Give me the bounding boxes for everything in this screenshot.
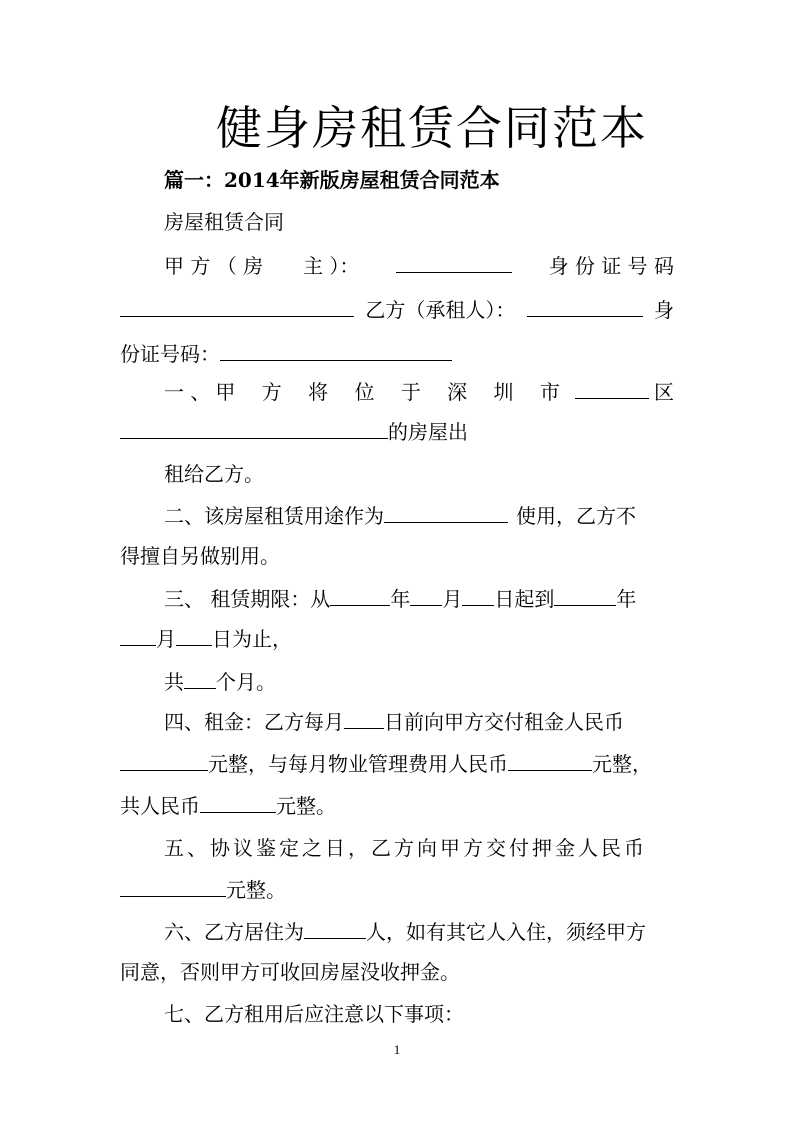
party-a-line bbox=[164, 252, 674, 280]
clause3-year1-blank bbox=[330, 585, 390, 606]
clause3-text: 三、 租赁期限：从 bbox=[164, 587, 331, 611]
clause6-line1 bbox=[164, 918, 674, 946]
clause3-day1: 日起到 bbox=[494, 587, 555, 611]
clause6-text2: 人，如有其它人入住，须经甲方 bbox=[366, 920, 646, 944]
clause4-line2 bbox=[120, 750, 674, 778]
contract-subtitle: 房屋租赁合同 bbox=[164, 210, 284, 234]
clause4-fee-blank bbox=[508, 750, 592, 771]
clause3-month1: 月 bbox=[442, 587, 463, 611]
party-b-blank bbox=[527, 296, 643, 317]
clause3-months-blank bbox=[184, 668, 216, 689]
clause3-month2: 月 bbox=[156, 627, 176, 651]
section-heading: 篇一：2014年新版房屋租赁合同范本 bbox=[164, 168, 500, 192]
clause1-line3: 租给乙方。 bbox=[164, 462, 264, 486]
clause3-month2-blank bbox=[120, 625, 156, 646]
clause3-total-a: 共 bbox=[164, 670, 184, 694]
clause4-total-blank bbox=[200, 792, 276, 813]
clause4-text5: 共人民币 bbox=[120, 794, 200, 818]
clause2-line1 bbox=[164, 502, 674, 530]
clause3-year2: 年 bbox=[616, 587, 637, 611]
document-title: 健身房租赁合同范本 bbox=[216, 101, 648, 155]
clause2-use-blank bbox=[384, 502, 508, 523]
party-b-line bbox=[120, 296, 674, 324]
clause1-line2 bbox=[120, 418, 674, 446]
clause1-number: 一 、 bbox=[164, 380, 211, 404]
clause7-line: 七、乙方租用后应注意以下事项： bbox=[164, 1002, 464, 1026]
party-a-label: 甲 方 （ 房 主 ）： bbox=[164, 254, 360, 278]
clause4-line3 bbox=[120, 792, 674, 820]
clause3-line3 bbox=[164, 668, 674, 696]
clause4-rent-blank bbox=[120, 750, 208, 771]
clause4-line1 bbox=[164, 708, 674, 736]
clause2-text: 二、该房屋租赁用途作为 bbox=[164, 504, 384, 528]
clause3-year2-blank bbox=[554, 585, 616, 606]
id-label-b-part1: 身 bbox=[653, 298, 674, 322]
clause4-day-blank bbox=[344, 708, 384, 729]
clause1-line1 bbox=[164, 378, 674, 406]
clause1-address-blank bbox=[120, 418, 388, 439]
clause3-day1-blank bbox=[462, 585, 494, 606]
clause6-text: 六、乙方居住为 bbox=[164, 920, 304, 944]
clause6-line2: 同意，否则甲方可收回房屋没收押金。 bbox=[120, 960, 460, 984]
clause3-year1: 年 bbox=[390, 587, 411, 611]
clause5-deposit-blank bbox=[120, 876, 226, 897]
clause3-line1 bbox=[164, 585, 674, 613]
clause5-line2 bbox=[120, 876, 674, 904]
id-number-a-blank bbox=[120, 296, 354, 317]
clause1-text: 甲 方 将 位 于 深 圳 市 bbox=[215, 380, 570, 404]
clause4-text6: 元整。 bbox=[276, 794, 336, 818]
clause3-day2: 日为止， bbox=[212, 627, 292, 651]
clause3-month1-blank bbox=[410, 585, 442, 606]
clause1-district-blank bbox=[575, 378, 649, 399]
clause4-text: 四、租金：乙方每月 bbox=[164, 710, 344, 734]
id-number-b-line bbox=[120, 340, 674, 368]
clause1-district: 区 bbox=[653, 380, 674, 404]
clause6-persons-blank bbox=[304, 918, 366, 939]
id-label-b-part2: 份证号码： bbox=[120, 342, 220, 366]
clause3-total-b: 个月。 bbox=[216, 670, 276, 694]
clause5-text2: 元整。 bbox=[226, 878, 286, 902]
clause4-text4: 元整， bbox=[592, 752, 652, 776]
party-b-label: 乙方（承租人）： bbox=[365, 298, 516, 322]
clause5-line1: 五、协议鉴定之日，乙方向甲方交付押金人民币 bbox=[164, 836, 647, 860]
page-number: 1 bbox=[393, 1042, 401, 1057]
clause2-text2: 使用，乙方不 bbox=[516, 504, 636, 528]
clause4-text3: 元整，与每月物业管理费用人民币 bbox=[208, 752, 508, 776]
party-a-blank bbox=[396, 252, 512, 273]
id-number-b-blank bbox=[220, 340, 452, 361]
clause3-line2 bbox=[120, 625, 674, 653]
id-number-label-a: 身 份 证 号 码 bbox=[548, 254, 674, 278]
clause1-property: 的房屋出 bbox=[388, 420, 468, 444]
clause2-line2: 得擅自另做别用。 bbox=[120, 544, 280, 568]
clause3-day2-blank bbox=[176, 625, 212, 646]
clause4-text2: 日前向甲方交付租金人民币 bbox=[384, 710, 624, 734]
